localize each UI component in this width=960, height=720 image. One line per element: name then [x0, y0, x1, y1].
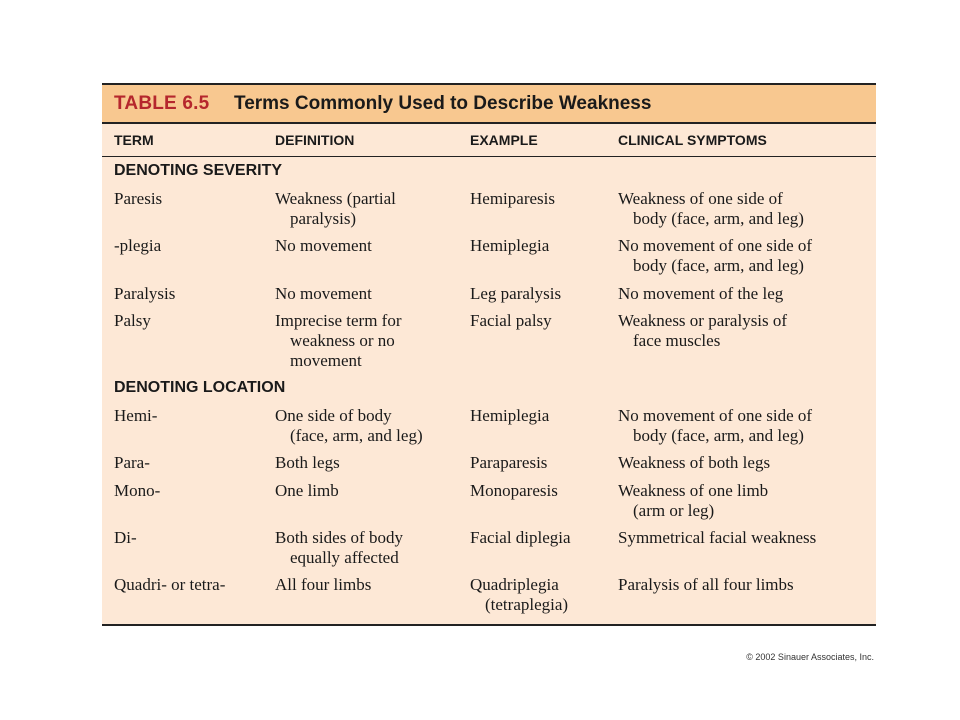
example-cell-line: Quadriplegia [470, 575, 559, 594]
symptoms-cell-line: (arm or leg) [633, 501, 715, 520]
example-cell-line: Hemiparesis [470, 189, 555, 208]
example-cell [470, 575, 568, 615]
example-cell [470, 284, 561, 304]
term-cell-line: Mono- [114, 481, 161, 500]
term-cell [114, 311, 151, 331]
symptoms-cell [618, 481, 768, 521]
section-heading: DENOTING LOCATION [114, 379, 286, 396]
example-cell-line: Facial palsy [470, 311, 552, 330]
example-cell [470, 453, 547, 473]
symptoms-cell [618, 406, 812, 446]
definition-cell [275, 236, 372, 256]
example-cell [470, 236, 549, 256]
definition-cell-line: (face, arm, and leg) [290, 426, 423, 445]
example-cell-line: Hemiplegia [470, 406, 550, 425]
symptoms-cell [618, 528, 816, 548]
symptoms-cell-line: Weakness of one limb [618, 481, 769, 500]
definition-cell-line: movement [290, 351, 362, 370]
table-title-bar [102, 85, 876, 124]
definition-cell-line: equally affected [290, 548, 399, 567]
header-definition: DEFINITION [275, 132, 355, 148]
term-cell [114, 284, 175, 304]
example-cell [470, 406, 549, 426]
definition-cell [275, 481, 339, 501]
symptoms-cell-line: body (face, arm, and leg) [633, 426, 804, 445]
definition-cell-line: weakness or no [290, 331, 395, 350]
symptoms-cell [618, 575, 794, 595]
term-cell-line: Di- [114, 528, 137, 547]
term-cell [114, 236, 161, 256]
definition-cell-line: One side of body [275, 406, 392, 425]
table-number: TABLE 6.5 [114, 93, 210, 114]
term-cell-line: Palsy [114, 311, 151, 330]
term-cell-line: Hemi- [114, 406, 158, 425]
term-cell-line: Quadri- or tetra- [114, 575, 226, 594]
symptoms-cell-line: Weakness of one side of [618, 189, 783, 208]
definition-cell [275, 453, 340, 473]
definition-cell [275, 311, 402, 371]
symptoms-cell-line: Weakness of both legs [618, 453, 771, 472]
example-cell [470, 528, 571, 548]
definition-cell [275, 575, 371, 595]
term-cell [114, 575, 225, 595]
symptoms-cell [618, 284, 783, 304]
definition-cell-line: Imprecise term for [275, 311, 402, 330]
symptoms-cell [618, 189, 804, 229]
term-cell [114, 481, 160, 501]
definition-cell-line: One limb [275, 481, 339, 500]
example-cell-line: Monoparesis [470, 481, 558, 500]
definition-cell-line: paralysis) [290, 209, 357, 228]
weakness-terms-table [102, 83, 876, 626]
term-cell [114, 189, 162, 209]
symptoms-cell-line: body (face, arm, and leg) [633, 256, 804, 275]
symptoms-cell-line: Symmetrical facial weakness [618, 528, 817, 547]
definition-cell [275, 528, 403, 568]
example-cell [470, 311, 552, 331]
example-cell-line: Paraparesis [470, 453, 548, 472]
symptoms-cell [618, 311, 787, 351]
symptoms-cell-line: Paralysis of all four limbs [618, 575, 794, 594]
definition-cell-line: Both sides of body [275, 528, 403, 547]
example-cell [470, 481, 558, 501]
table-header-row [102, 124, 876, 157]
symptoms-cell-line: No movement of one side of [618, 406, 813, 425]
example-cell [470, 189, 555, 209]
symptoms-cell-line: face muscles [633, 331, 721, 350]
definition-cell [275, 406, 423, 446]
term-cell-line: Paresis [114, 189, 163, 208]
definition-cell [275, 189, 396, 229]
header-term: TERM [114, 132, 154, 148]
example-cell-line: Leg paralysis [470, 284, 562, 303]
example-cell-line: Hemiplegia [470, 236, 550, 255]
copyright-notice: © 2002 Sinauer Associates, Inc. [746, 652, 874, 662]
term-cell [114, 453, 150, 473]
term-cell-line: Paralysis [114, 284, 176, 303]
symptoms-cell-line: No movement of one side of [618, 236, 813, 255]
header-clinical-symptoms: CLINICAL SYMPTOMS [618, 132, 767, 148]
symptoms-cell [618, 453, 770, 473]
header-example: EXAMPLE [470, 132, 538, 148]
example-cell-line: Facial diplegia [470, 528, 571, 547]
term-cell-line: -plegia [114, 236, 162, 255]
symptoms-cell-line: body (face, arm, and leg) [633, 209, 804, 228]
section-heading: DENOTING SEVERITY [114, 162, 283, 179]
definition-cell [275, 284, 372, 304]
table-title: Terms Commonly Used to Describe Weakness [234, 93, 652, 114]
symptoms-cell-line: No movement of the leg [618, 284, 784, 303]
term-cell-line: Para- [114, 453, 150, 472]
definition-cell-line: No movement [275, 236, 372, 255]
example-cell-line: (tetraplegia) [485, 595, 569, 614]
definition-cell-line: Both legs [275, 453, 340, 472]
symptoms-cell-line: Weakness or paralysis of [618, 311, 788, 330]
term-cell [114, 406, 157, 426]
definition-cell-line: Weakness (partial [275, 189, 396, 208]
symptoms-cell [618, 236, 812, 276]
definition-cell-line: All four limbs [275, 575, 372, 594]
term-cell [114, 528, 137, 548]
definition-cell-line: No movement [275, 284, 372, 303]
